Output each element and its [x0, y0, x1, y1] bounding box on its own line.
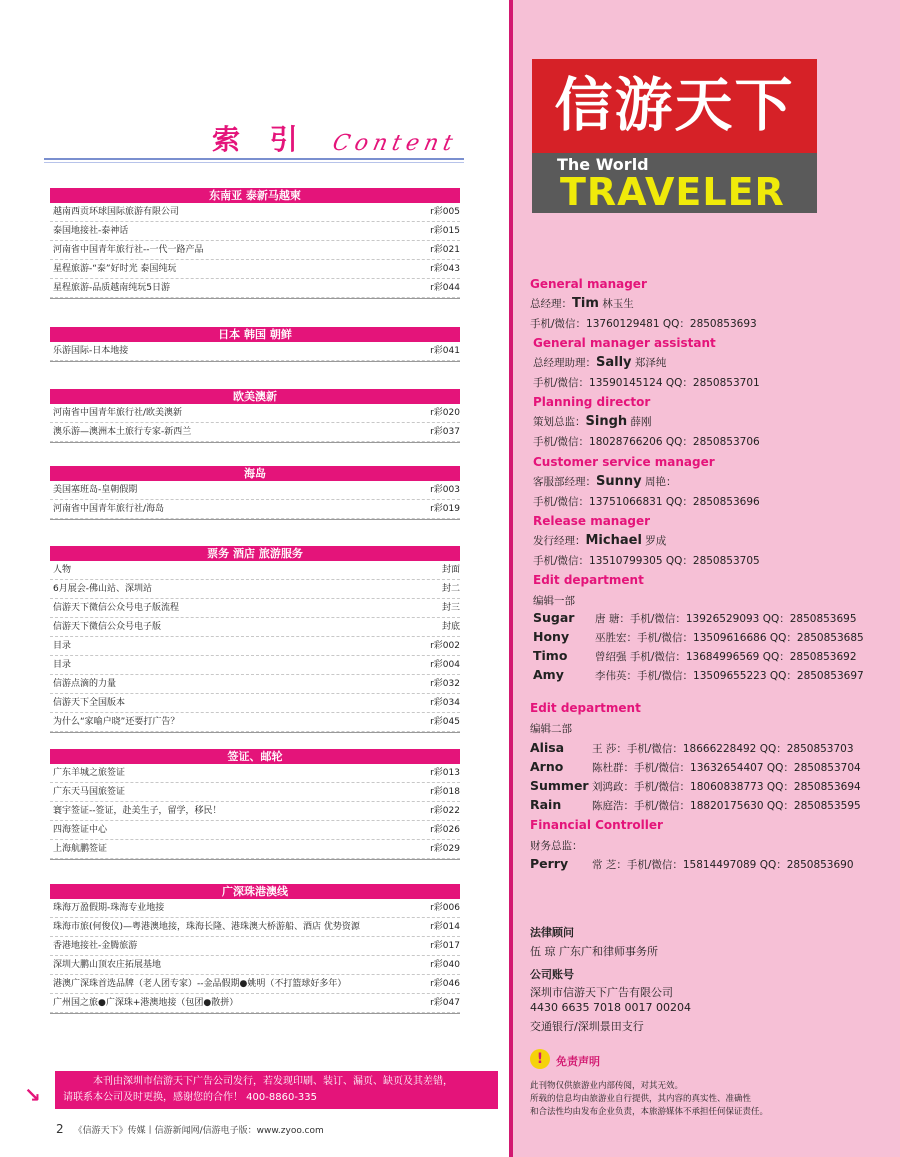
member-info: 李伟英：手机/微信：13509655223 QQ：2850853697	[595, 670, 864, 682]
index-row	[50, 994, 460, 1013]
staff-contact: 手机/微信：13760129481 QQ：2850853693	[530, 318, 757, 330]
editor-member	[530, 778, 861, 794]
title-rule-thin	[44, 162, 464, 163]
index-row	[50, 203, 460, 222]
edit1-role: Edit department	[533, 573, 644, 587]
index-row	[50, 618, 460, 637]
editor-member	[533, 610, 857, 626]
section-rule	[50, 361, 460, 362]
title-rule	[44, 158, 464, 160]
index-row	[50, 260, 460, 279]
disclaimer-line: 此刊物仅供旅游业内部传阅，对其无效。	[530, 1081, 684, 1091]
staff-role: General manager assistant	[533, 336, 716, 350]
index-row	[50, 956, 460, 975]
index-row	[50, 802, 460, 821]
staff-title: 总经理：	[530, 298, 572, 310]
logo-traveler: TRAVELER	[560, 170, 785, 214]
row-page: r彩006	[430, 903, 460, 913]
page-footer	[56, 1122, 324, 1136]
account-number: 4430 6635 7018 0017 00204	[530, 1001, 691, 1014]
edit2-sub: 编辑二部	[530, 723, 572, 735]
editor-member	[530, 797, 861, 813]
notice-line: 本刊由深圳市信游天下广告公司发行，若发现印刷、装订、漏页、缺页及其差错，	[93, 1076, 453, 1087]
account-name: 深圳市信游天下广告有限公司	[530, 986, 673, 999]
member-name: Timo	[533, 648, 568, 663]
member-name: Perry	[530, 856, 569, 871]
staff-contact: 手机/微信：13751066831 QQ：2850853696	[533, 496, 760, 508]
index-row	[50, 637, 460, 656]
warning-icon: !	[530, 1049, 550, 1069]
edit2-role: Edit department	[530, 701, 641, 715]
index-title-en: Content	[330, 131, 460, 156]
member-info: 唐 瑭：手机/微信：13926529093 QQ：2850853695	[595, 613, 857, 625]
row-page: r彩026	[430, 825, 460, 835]
member-info: 陈庭浩：手机/微信：18820175630 QQ：2850853595	[592, 800, 861, 812]
staff-role: Planning director	[533, 395, 651, 409]
notice-banner	[55, 1071, 498, 1109]
staff-contact: 手机/微信：13510799305 QQ：2850853705	[533, 555, 760, 567]
row-title: 星程旅游-品质越南纯玩5日游	[53, 283, 170, 293]
section-header: 签证、邮轮	[50, 749, 460, 764]
row-page: r彩029	[430, 844, 460, 854]
member-info: 曾绍强 手机/微信：13684996569 QQ：2850853692	[595, 651, 857, 663]
index-row	[50, 975, 460, 994]
section-header: 欧美澳新	[50, 389, 460, 404]
staff-title-line	[533, 474, 676, 489]
edit1-sub: 编辑一部	[533, 595, 575, 607]
disclaimer-line: 所载的信息均由旅游业自行提供，其内容的真实性、准确性	[530, 1094, 752, 1104]
index-row	[50, 561, 460, 580]
index-row	[50, 899, 460, 918]
section-rule	[50, 1013, 460, 1014]
row-page: r彩019	[430, 504, 460, 514]
section-header: 东南亚 泰新马越柬	[50, 188, 460, 203]
logo-cn: 信游天下	[532, 59, 817, 153]
row-title: 广州国之旅●广深珠+港澳地接（包团●散拼）	[53, 998, 239, 1008]
staff-name: Sally	[596, 355, 632, 370]
index-row	[50, 656, 460, 675]
row-title: 四海签证中心	[53, 825, 108, 835]
row-title: 信游天下全国版本	[53, 698, 126, 708]
member-name: Hony	[533, 629, 570, 644]
row-page: r彩014	[430, 922, 460, 932]
member-info: 陈杜群：手机/微信：13632654407 QQ：2850853704	[592, 762, 861, 774]
staff-title: 发行经理：	[533, 535, 586, 547]
row-title: 美国塞班岛-皇朝假期	[53, 485, 138, 495]
staff-cn: 郑泽纯	[634, 357, 667, 369]
staff-title: 策划总监：	[533, 416, 586, 428]
row-page: r彩017	[430, 941, 460, 951]
staff-role: Customer service manager	[533, 455, 715, 469]
index-section	[50, 884, 460, 1014]
index-row	[50, 241, 460, 260]
row-title: 广东羊城之旅签证	[53, 768, 126, 778]
member-info: 巫胜宏：手机/微信：13509616686 QQ：2850853685	[595, 632, 864, 644]
member-name: Rain	[530, 797, 562, 812]
row-title: 深圳大鹏山顶农庄拓展基地	[53, 960, 162, 970]
member-name: Alisa	[530, 740, 565, 755]
member-name: Arno	[530, 759, 564, 774]
index-row	[50, 918, 460, 937]
section-rule	[50, 298, 460, 299]
page-divider	[509, 0, 513, 1157]
section-rule	[50, 519, 460, 520]
index-section	[50, 327, 460, 362]
index-section	[50, 546, 460, 733]
row-title: 上海航鹏签证	[53, 844, 108, 854]
row-page: r彩047	[430, 998, 460, 1008]
disclaimer-title: 免责声明	[556, 1055, 600, 1068]
logo-world: The World	[557, 155, 649, 174]
index-row	[50, 764, 460, 783]
finance-member	[530, 856, 854, 872]
row-title: 澳乐游—澳洲本土旅行专家-新西兰	[53, 427, 192, 437]
row-title: 河南省中国青年旅行社--一代一路产品	[53, 245, 204, 255]
row-title: 乐游国际-日本地接	[53, 346, 129, 356]
row-title: 珠海万盈假期-珠海专业地接	[53, 903, 165, 913]
row-page: r彩037	[430, 427, 460, 437]
index-row	[50, 500, 460, 519]
bank-name: 交通银行/深圳景田支行	[530, 1020, 644, 1033]
row-page: r彩003	[430, 485, 460, 495]
staff-cn: 周艳：	[644, 476, 677, 488]
index-section	[50, 466, 460, 520]
row-title: 星程旅游-“泰”好时光 泰国纯玩	[53, 264, 177, 274]
row-page: r彩002	[430, 641, 460, 651]
row-page: r彩046	[430, 979, 460, 989]
section-header: 票务 酒店 旅游服务	[50, 546, 460, 561]
row-page: r彩005	[430, 207, 460, 217]
staff-name: Michael	[585, 533, 642, 548]
index-row	[50, 694, 460, 713]
section-rule	[50, 732, 460, 733]
index-row	[50, 342, 460, 361]
index-title: 索 引	[212, 123, 308, 156]
staff-role: General manager	[530, 277, 647, 291]
notice-line: 请联系本公司及时更换，感谢您的合作！ 400-8860-335	[63, 1092, 318, 1103]
row-title: 寰宇签证--签证，赴美生子，留学，移民！	[53, 806, 222, 816]
row-title: 6月展会-佛山站、深圳站	[53, 584, 152, 594]
row-page: r彩041	[430, 346, 460, 356]
row-page: r彩015	[430, 226, 460, 236]
index-section	[50, 749, 460, 860]
row-title: 港澳广深珠首选品牌（老人团专家）--金品假期●姚明（不打篮球好多年）	[53, 979, 347, 989]
row-title: 河南省中国青年旅行社/海岛	[53, 504, 165, 514]
member-info: 刘鸿政：手机/微信：18060838773 QQ：2850853694	[592, 781, 861, 793]
index-row	[50, 222, 460, 241]
staff-cn: 罗成	[645, 535, 667, 547]
finance-role: Financial Controller	[530, 818, 663, 832]
row-page: r彩034	[430, 698, 460, 708]
disclaimer-line: 和合法性均由发布企业负责，本旅游媒体不承担任何保证责任。	[530, 1107, 769, 1117]
row-title: 信游天下微信公众号电子版	[53, 622, 162, 632]
row-page: 封面	[441, 565, 460, 575]
row-page: r彩013	[430, 768, 460, 778]
section-header: 海岛	[50, 466, 460, 481]
index-row	[50, 279, 460, 298]
row-page: r彩040	[430, 960, 460, 970]
row-page: r彩021	[430, 245, 460, 255]
row-title: 珠海市旅(何俊仪)—粤港澳地接，珠海长隆、港珠澳大桥游船、酒店 优势资源	[53, 922, 360, 932]
index-section	[50, 188, 460, 299]
staff-title-line	[533, 414, 651, 429]
editor-member	[530, 759, 861, 775]
index-row	[50, 713, 460, 732]
row-page: r彩018	[430, 787, 460, 797]
row-page: r彩043	[430, 264, 460, 274]
index-row	[50, 481, 460, 500]
row-title: 泰国地接社-泰神话	[53, 226, 129, 236]
row-page: 封二	[441, 584, 460, 594]
row-page: r彩044	[430, 283, 460, 293]
account-heading: 公司账号	[530, 968, 574, 981]
row-title: 为什么“家喻户晓”还要打广告？	[53, 717, 180, 727]
row-title: 广东天马国旅签证	[53, 787, 126, 797]
finance-sub: 财务总监：	[530, 840, 583, 852]
editor-member	[533, 648, 857, 664]
row-page: r彩045	[430, 717, 460, 727]
row-title: 人物	[53, 565, 72, 575]
member-name: Amy	[533, 667, 564, 682]
index-row	[50, 937, 460, 956]
row-title: 河南省中国青年旅行社/欧美澳新	[53, 408, 183, 418]
page-number: 2	[56, 1122, 64, 1136]
staff-cn: 薛刚	[630, 416, 652, 428]
arrow-icon: ↘	[24, 1083, 41, 1107]
row-title: 目录	[53, 660, 72, 670]
row-page: r彩032	[430, 679, 460, 689]
index-row	[50, 580, 460, 599]
section-header: 日本 韩国 朝鲜	[50, 327, 460, 342]
index-row	[50, 783, 460, 802]
staff-title-line	[533, 355, 666, 370]
index-row	[50, 821, 460, 840]
row-title: 越南西贡环球国际旅游有限公司	[53, 207, 180, 217]
row-title: 目录	[53, 641, 72, 651]
member-info: 常 芝：手机/微信：15814497089 QQ：2850853690	[592, 859, 854, 871]
row-title: 信游点滴的力量	[53, 679, 117, 689]
staff-contact: 手机/微信：13590145124 QQ：2850853701	[533, 377, 760, 389]
counsel-text: 伍 琼 广东广和律师事务所	[530, 945, 658, 958]
row-page: r彩020	[430, 408, 460, 418]
counsel-heading: 法律顾问	[530, 926, 574, 939]
staff-cn: 林玉生	[602, 298, 634, 310]
staff-name: Tim	[572, 296, 599, 311]
staff-title: 总经理助理：	[533, 357, 596, 369]
index-section	[50, 389, 460, 443]
row-title: 信游天下微信公众号电子版流程	[53, 603, 180, 613]
section-rule	[50, 442, 460, 443]
staff-name: Singh	[585, 414, 628, 429]
row-page: 封三	[441, 603, 460, 613]
row-title: 香港地接社-金腾旅游	[53, 941, 138, 951]
section-rule	[50, 859, 460, 860]
index-row	[50, 675, 460, 694]
staff-name: Sunny	[596, 474, 642, 489]
editor-member	[533, 667, 864, 683]
row-page: r彩004	[430, 660, 460, 670]
staff-title: 客服部经理：	[533, 476, 596, 488]
index-row	[50, 404, 460, 423]
footer-text: 《信游天下》传媒丨信游新闻网/信游电子版：www.zyoo.com	[73, 1126, 324, 1136]
staff-role: Release manager	[533, 514, 651, 528]
index-row	[50, 423, 460, 442]
index-row	[50, 840, 460, 859]
member-info: 王 莎：手机/微信：18666228492 QQ：2850853703	[592, 743, 854, 755]
staff-contact: 手机/微信：18028766206 QQ：2850853706	[533, 436, 760, 448]
index-row	[50, 599, 460, 618]
member-name: Summer	[530, 778, 589, 793]
section-header: 广深珠港澳线	[50, 884, 460, 899]
editor-member	[533, 629, 864, 645]
staff-title-line	[533, 533, 666, 548]
row-page: 封底	[441, 622, 460, 632]
row-page: r彩022	[430, 806, 460, 816]
editor-member	[530, 740, 854, 756]
member-name: Sugar	[533, 610, 575, 625]
staff-title-line	[530, 296, 634, 311]
